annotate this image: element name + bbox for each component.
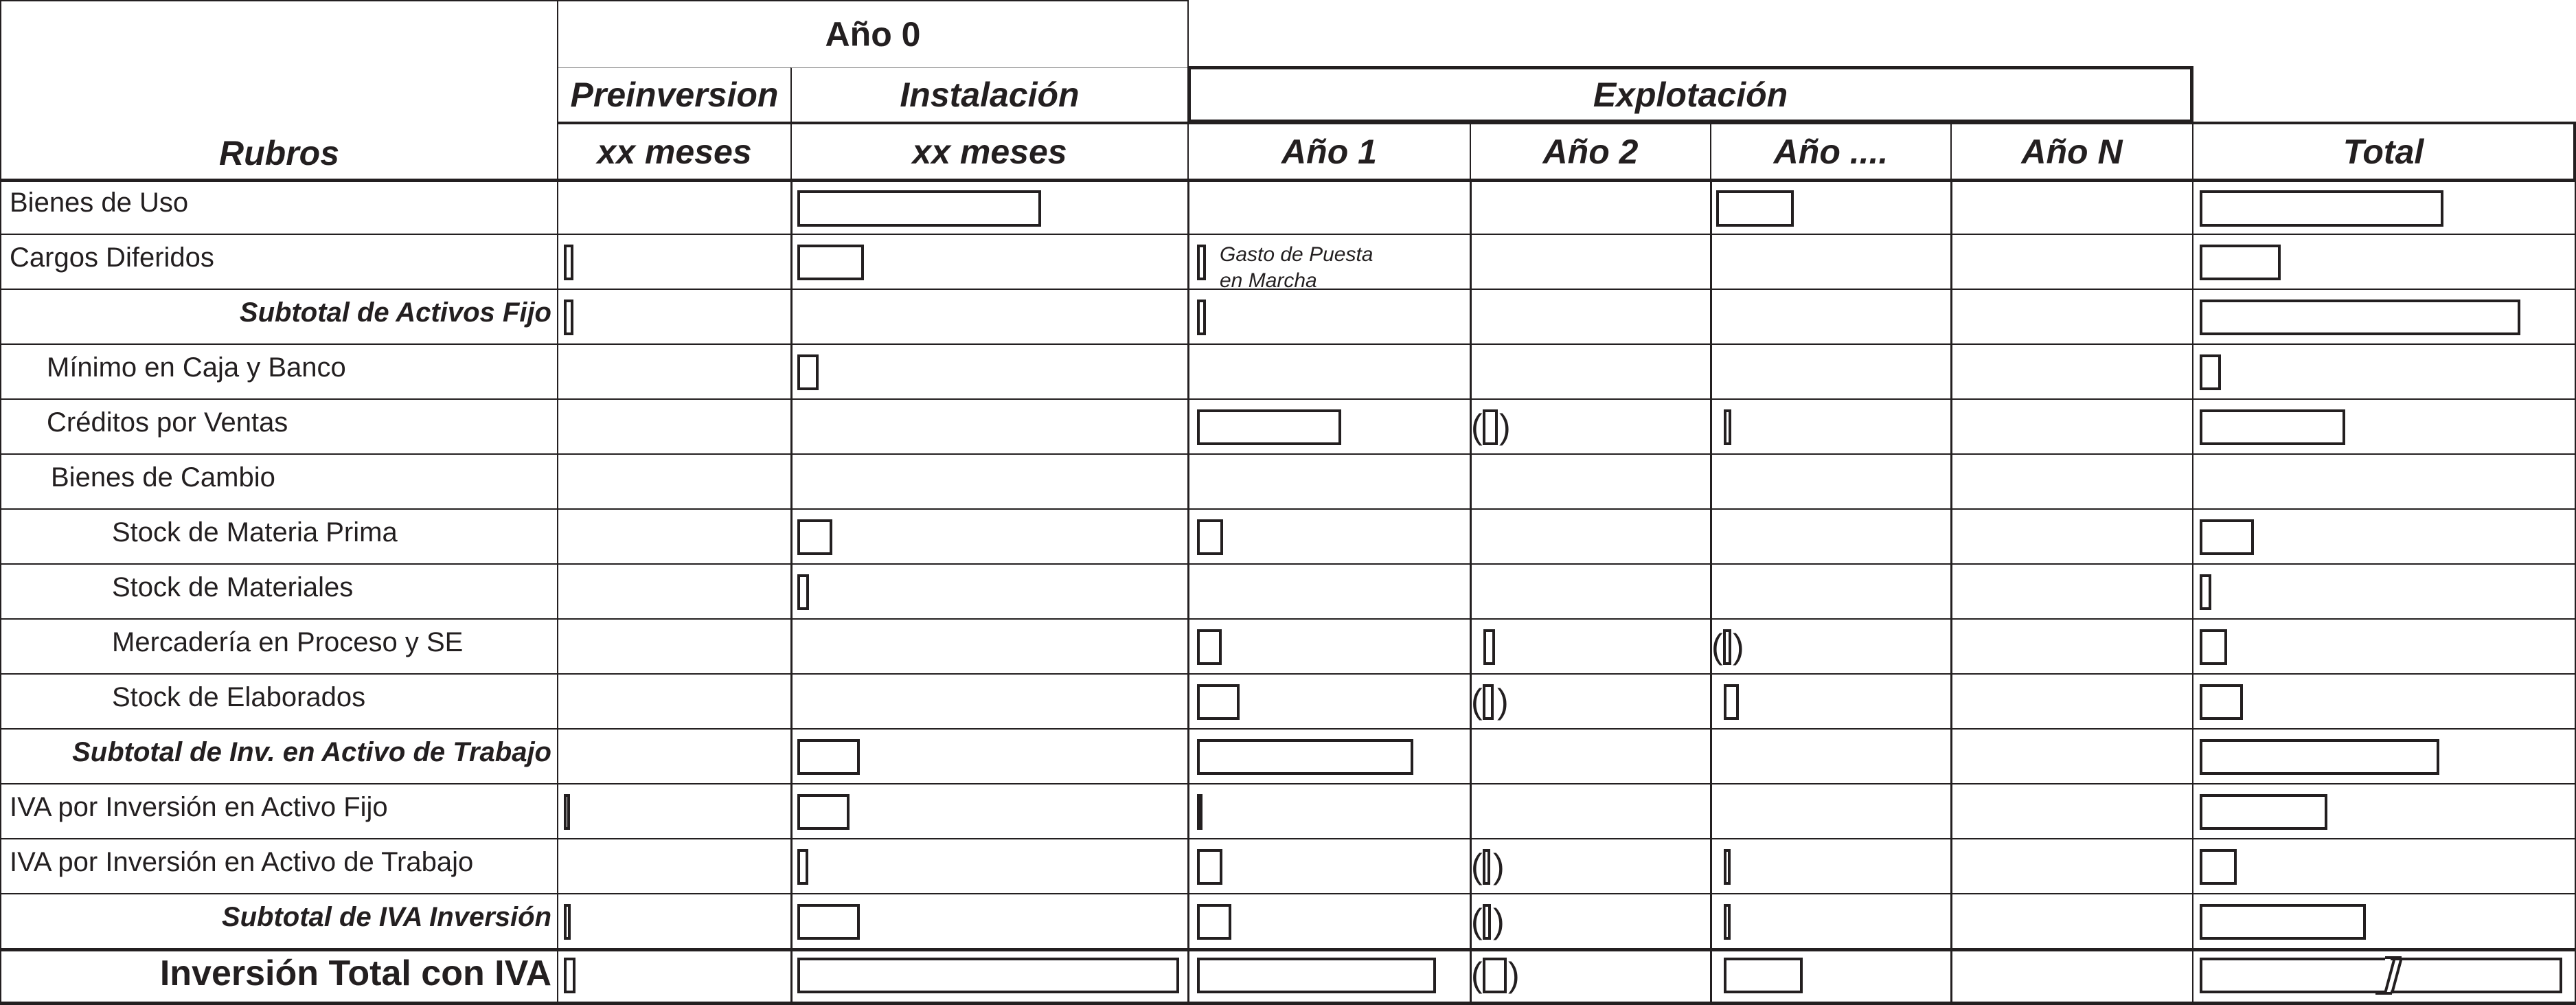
table-cell <box>1187 618 1471 675</box>
row-label-bienes-de-uso: Bienes de Uso <box>10 188 189 218</box>
row-label-cargos-diferidos: Cargos Diferidos <box>10 242 214 273</box>
row-label-creditos-ventas: Créditos por Ventas <box>47 407 288 438</box>
header-anoN-label: Año N <box>2021 132 2123 171</box>
table-cell <box>1187 508 1471 565</box>
table-cell <box>1950 948 2193 1005</box>
header-ano1 <box>1187 122 1471 180</box>
header-xx-meses-2-label: xx meses <box>912 132 1067 171</box>
header-total-label: Total <box>2343 132 2424 171</box>
table-cell <box>1950 783 2193 839</box>
table-cell <box>1470 893 1711 949</box>
bar-materia-prima-ano1 <box>1197 519 1223 555</box>
bar-cargos-preinversion <box>564 245 573 280</box>
bar-bienes-uso-instalacion <box>797 190 1041 227</box>
bar-total-total-part1 <box>2200 958 2385 993</box>
header-ano-etc-label: Año .... <box>1773 132 1889 171</box>
table-cell <box>2192 453 2576 510</box>
table-cell <box>557 948 792 1005</box>
note-line2: en Marcha <box>1220 269 1317 292</box>
table-cell <box>557 838 792 894</box>
bar-creditos-ano2-paren-close: ) <box>1499 407 1511 446</box>
table-cell <box>1187 453 1471 510</box>
table-cell <box>790 508 1189 565</box>
table-cell <box>1710 673 1952 730</box>
bar-mercaderia-total <box>2200 629 2227 665</box>
bar-bienes-uso-total <box>2200 190 2443 227</box>
table-cell <box>1950 289 2193 345</box>
table-cell <box>1470 179 1711 235</box>
row-label-subtotal-iva: Subtotal de IVA Inversión <box>221 902 551 932</box>
break-mark-icon <box>2373 955 2407 996</box>
table-cell <box>1470 343 1711 400</box>
bar-bienes-uso-ano-etc <box>1716 190 1794 227</box>
table-cell <box>790 289 1189 345</box>
note-line1: Gasto de Puesta <box>1220 243 1374 266</box>
bar-mercaderia-ano-etc-paren-close: ) <box>1733 627 1744 666</box>
table-cell <box>1950 508 2193 565</box>
header-total <box>2192 122 2576 180</box>
row-label-iva-activo-trabajo: IVA por Inversión en Activo de Trabajo <box>10 847 474 877</box>
table-cell <box>1950 563 2193 620</box>
bar-elaborados-ano2-paren-open: ( <box>1471 682 1483 721</box>
header-ano0 <box>557 0 1189 69</box>
bar-materiales-total <box>2200 574 2211 610</box>
bar-iva-at-ano1 <box>1197 849 1222 885</box>
table-cell <box>557 783 792 839</box>
table-cell <box>1710 398 1952 455</box>
row-label-bienes-de-cambio: Bienes de Cambio <box>51 462 275 493</box>
bar-total-ano1 <box>1197 958 1436 993</box>
table-cell <box>1187 343 1471 400</box>
table-cell <box>1187 179 1471 235</box>
bar-iva-at-instalacion <box>797 849 808 885</box>
header-ano2-label: Año 2 <box>1542 132 1639 171</box>
bar-materia-prima-total <box>2200 519 2254 555</box>
bar-iva-af-instalacion <box>797 794 850 830</box>
bar-iva-at-ano2-paren-close: ) <box>1493 847 1505 885</box>
bar-total-ano2-paren-open: ( <box>1471 956 1483 994</box>
table-cell <box>1470 508 1711 565</box>
table-cell <box>1950 398 2193 455</box>
bar-iva-af-preinversion <box>564 794 570 830</box>
table-cell <box>790 618 1189 675</box>
table-cell <box>1470 234 1711 290</box>
header-instalacion-label: Instalación <box>900 76 1080 114</box>
table-cell <box>1187 783 1471 839</box>
table-cell <box>1950 234 2193 290</box>
bar-subtotal-at-total <box>2200 739 2439 775</box>
table-cell <box>1710 508 1952 565</box>
table-cell <box>790 838 1189 894</box>
row-label-mercaderia-proceso: Mercadería en Proceso y SE <box>112 627 464 657</box>
table-cell <box>2192 343 2576 400</box>
header-preinversion-label: Preinversion <box>570 76 779 114</box>
bar-subtotal-iva-ano-etc <box>1724 904 1731 940</box>
bar-subtotal-af-total <box>2200 300 2520 335</box>
header-rubros-cell <box>0 0 558 180</box>
table-cell <box>1470 783 1711 839</box>
table-cell <box>1470 728 1711 784</box>
table-cell <box>1470 618 1711 675</box>
table-cell <box>1710 289 1952 345</box>
bar-cargos-ano1 <box>1197 245 1206 280</box>
bar-elaborados-ano-etc <box>1724 684 1739 720</box>
table-cell <box>557 673 792 730</box>
bar-subtotal-iva-instalacion <box>797 904 860 940</box>
table-cell <box>1710 453 1952 510</box>
table-cell <box>557 453 792 510</box>
bar-subtotal-af-ano1 <box>1197 300 1206 335</box>
bar-creditos-ano2 <box>1483 409 1498 445</box>
bar-creditos-ano2-paren-open: ( <box>1471 407 1483 446</box>
table-cell <box>557 563 792 620</box>
bar-creditos-ano-etc <box>1724 409 1731 445</box>
bar-cargos-total <box>2200 245 2281 280</box>
bar-subtotal-af-preinversion <box>564 300 573 335</box>
bar-iva-at-ano2-paren-open: ( <box>1471 847 1483 885</box>
table-cell <box>2192 563 2576 620</box>
table-cell <box>1710 234 1952 290</box>
table-cell <box>1187 289 1471 345</box>
header-ano2 <box>1470 122 1711 180</box>
bar-iva-af-total <box>2200 794 2327 830</box>
table-cell <box>557 398 792 455</box>
table-cell <box>1710 563 1952 620</box>
header-anoN <box>1950 122 2193 180</box>
bar-mercaderia-ano-etc <box>1723 629 1731 665</box>
table-cell <box>790 343 1189 400</box>
row-label-stock-materiales: Stock de Materiales <box>112 572 354 602</box>
table-cell <box>1950 453 2193 510</box>
bar-creditos-ano1 <box>1197 409 1341 445</box>
bar-total-total-part2 <box>2391 958 2562 993</box>
table-cell <box>1470 453 1711 510</box>
table-cell <box>1187 563 1471 620</box>
table-cell <box>1950 618 2193 675</box>
table-cell <box>1950 343 2193 400</box>
bar-materia-prima-instalacion <box>797 519 832 555</box>
table-cell <box>1710 838 1952 894</box>
table-cell <box>790 453 1189 510</box>
bar-minimo-caja-instalacion <box>797 354 819 390</box>
table-cell <box>1950 838 2193 894</box>
table-cell <box>1710 893 1952 949</box>
bar-cargos-instalacion <box>797 245 864 280</box>
table-cell <box>790 563 1189 620</box>
bar-mercaderia-ano1 <box>1197 629 1222 665</box>
bar-subtotal-at-ano1 <box>1197 739 1413 775</box>
bar-minimo-caja-total <box>2200 354 2221 390</box>
bar-subtotal-iva-total <box>2200 904 2366 940</box>
row-label-inversion-total: Inversión Total con IVA <box>159 953 551 993</box>
header-ano1-label: Año 1 <box>1281 132 1377 171</box>
bar-elaborados-ano1 <box>1197 684 1240 720</box>
bar-creditos-total <box>2200 409 2345 445</box>
bar-elaborados-ano2-paren-close: ) <box>1497 682 1509 721</box>
bar-subtotal-iva-ano2 <box>1483 904 1491 940</box>
row-label-subtotal-activo-trabajo: Subtotal de Inv. en Activo de Trabajo <box>72 737 551 767</box>
bar-iva-at-ano2 <box>1483 849 1490 885</box>
bar-total-ano2 <box>1483 958 1507 993</box>
table-cell <box>1187 838 1471 894</box>
table-cell <box>557 508 792 565</box>
row-label-minimo-caja-banco: Mínimo en Caja y Banco <box>47 352 346 383</box>
gasto-puesta-marcha-note <box>1220 242 1373 293</box>
bar-elaborados-ano2 <box>1483 684 1494 720</box>
table-cell <box>1470 563 1711 620</box>
bar-total-preinversion <box>564 958 575 993</box>
bar-subtotal-iva-preinversion <box>564 904 571 940</box>
table-cell <box>557 893 792 949</box>
table-cell <box>1470 838 1711 894</box>
header-ano-etc <box>1710 122 1952 180</box>
row-label-subtotal-activos-fijo: Subtotal de Activos Fijo <box>239 297 551 328</box>
bar-total-ano2-paren-close: ) <box>1508 956 1520 994</box>
table-cell <box>1950 893 2193 949</box>
table-cell <box>1710 728 1952 784</box>
bar-elaborados-total <box>2200 684 2243 720</box>
table-cell <box>557 179 792 235</box>
row-label-stock-elaborados: Stock de Elaborados <box>112 682 366 712</box>
table-cell <box>1470 289 1711 345</box>
header-xx-meses-1 <box>557 122 792 180</box>
bar-iva-at-total <box>2200 849 2237 885</box>
bar-iva-af-ano1 <box>1197 794 1202 830</box>
table-cell <box>1710 618 1952 675</box>
table-cell <box>2192 673 2576 730</box>
table-cell <box>557 343 792 400</box>
table-cell <box>1710 343 1952 400</box>
table-cell <box>557 289 792 345</box>
table-cell <box>790 783 1189 839</box>
header-xx-meses-1-label: xx meses <box>597 132 752 171</box>
table-cell <box>1710 783 1952 839</box>
table-cell <box>557 618 792 675</box>
bar-mercaderia-ano-etc-paren-open: ( <box>1711 627 1723 666</box>
table-cell <box>1950 673 2193 730</box>
table-cell <box>2192 838 2576 894</box>
bar-total-ano-etc <box>1724 958 1803 993</box>
table-cell <box>1950 728 2193 784</box>
header-instalacion <box>790 67 1189 123</box>
bar-subtotal-iva-ano1 <box>1197 904 1231 940</box>
bar-subtotal-iva-ano2-paren-open: ( <box>1471 902 1483 940</box>
bar-total-instalacion <box>797 958 1179 993</box>
row-label-stock-materia-prima: Stock de Materia Prima <box>112 517 398 547</box>
header-rubros: Rubros <box>219 134 339 172</box>
table-cell <box>1950 179 2193 235</box>
table-cell <box>2192 618 2576 675</box>
table-cell <box>790 673 1189 730</box>
header-explotacion-label: Explotación <box>1593 75 1788 114</box>
table-cell <box>557 234 792 290</box>
header-preinversion <box>557 67 792 123</box>
bar-materiales-instalacion <box>797 574 809 610</box>
bar-mercaderia-ano2 <box>1483 629 1495 665</box>
table-cell <box>790 398 1189 455</box>
table-cell <box>557 728 792 784</box>
header-ano0-label: Año 0 <box>825 15 921 54</box>
header-explotacion <box>1187 66 2193 123</box>
header-xx-meses-2 <box>790 122 1189 180</box>
bar-iva-at-ano-etc <box>1724 849 1731 885</box>
bar-subtotal-iva-ano2-paren-close: ) <box>1493 902 1505 940</box>
bar-subtotal-at-instalacion <box>797 739 860 775</box>
row-label-iva-activo-fijo: IVA por Inversión en Activo Fijo <box>10 792 388 822</box>
